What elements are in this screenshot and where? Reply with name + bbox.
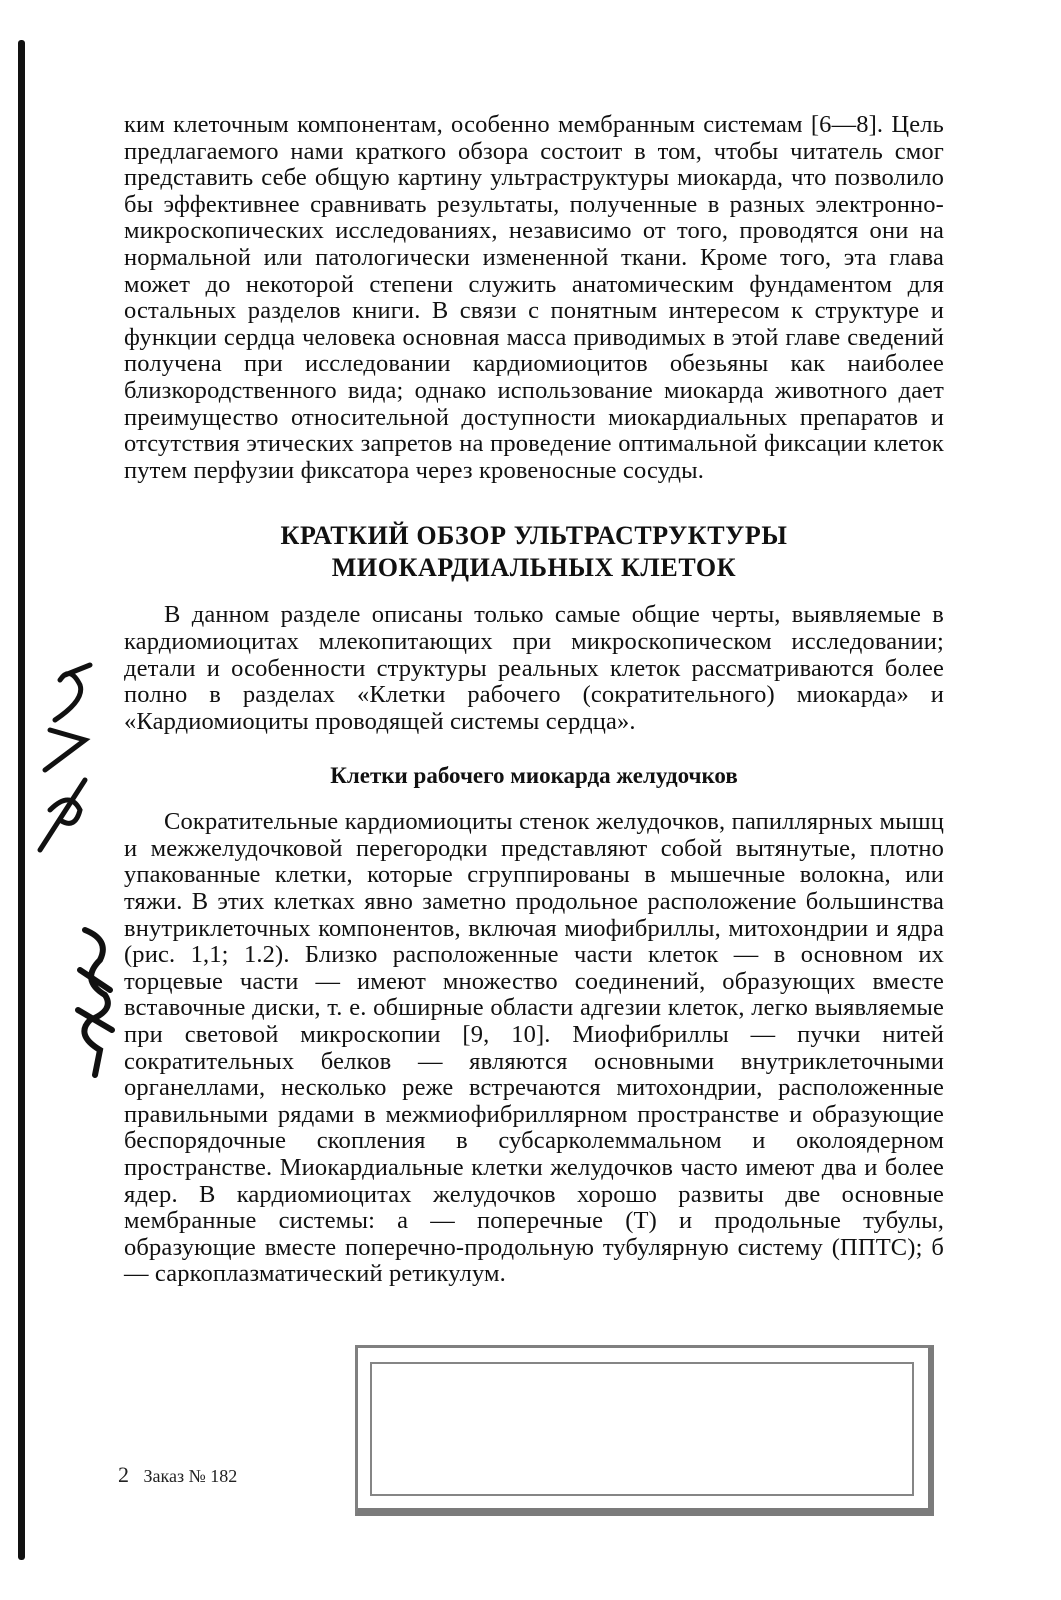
section-heading-line2: МИОКАРДИАЛЬНЫХ КЛЕТОК: [331, 553, 737, 583]
paragraph-overview: В данном разделе описаны только самые общие черты, выявляемые в кардиомиоцитах млекопитающих при микроскопическом исследовании; детали и особенности структуры реальных клеток рассматриваются более полно в разделах «Клетки рабочего (сократительного) миокарда» и «Кардиомиоциты проводящей системы сердца».: [124, 601, 944, 735]
library-stamp-frame: [370, 1362, 914, 1496]
subsection-heading: Клетки рабочего миокарда желудочков: [330, 763, 738, 789]
handwritten-scribble: [70, 920, 120, 1080]
signature-number: 2: [118, 1462, 129, 1487]
section-heading-line1: КРАТКИЙ ОБЗОР УЛЬТРАСТРУКТУРЫ: [280, 521, 788, 551]
order-number: Заказ № 182: [143, 1466, 238, 1486]
section-heading: [124, 520, 944, 584]
binding-edge: [18, 40, 25, 1560]
page-footer: [118, 1462, 237, 1488]
library-stamp: [355, 1345, 934, 1516]
handwritten-number: [30, 660, 100, 860]
text-column: [124, 112, 944, 1288]
paragraph-intro: ким клеточным компонентам, особенно мембранным системам [6—8]. Цель предлагаемого нами краткого обзора состоит в том, чтобы читатель смог представить себе общую картину ультраструктуры миокарда, что позволило бы эффективнее сравнивать результаты, полученные в разных электронно-микроскопических исследованиях, независимо от того, проводятся они на нормальной или патологически измененной ткани. Кроме того, эта глава может до некоторой степени служить анатомическим фундаментом для остальных разделов книги. В связи с понятным интересом к структуре и функции сердца человека основная масса приводимых в этой главе сведений получена при исследовании кардиомиоцитов обезьяны как наиболее близкородственного вида; однако использование миокарда животного дает преимущество относительной доступности миокардиальных препаратов и отсутствия этических запретов на проведение оптимальной фиксации клеток путем перфузии фиксатора через кровеносные сосуды.: [124, 111, 944, 484]
paragraph-ventricular-cells: Сократительные кардиомиоциты стенок желудочков, папиллярных мышц и межжелудочковой перегородки представляют собой вытянутые, плотно упакованные клетки, которые сгруппированы в мышечные волокна, или тяжи. В этих клетках явно заметно продольное расположение большинства внутриклеточных компонентов, включая миофибриллы, митохондрии и ядра (рис. 1,1; 1.2). Близко расположенные части клеток — в основном их торцевые части — имеют множество соединений, образующих вместе вставочные диски, т. е. обширные области адгезии клеток, легко выявляемые при световой микроскопии [9, 10]. Миофибриллы — пучки нитей сократительных белков — являются основными внутриклеточными органеллами, несколько реже встречаются митохондрии, расположенные правильными рядами в межмиофибриллярном пространстве и образующие беспорядочные скопления в субсарколеммальном и околоядерном пространстве. Миокардиальные клетки желудочков часто имеют два и более ядер. В кардиомиоцитах желудочков хорошо развиты две основные мембранные системы: а — поперечные (Т) и продольные тубулы, образующие вместе поперечно-продольную тубулярную систему (ППТС); б — саркоплазматический ретикулум.: [124, 808, 944, 1288]
